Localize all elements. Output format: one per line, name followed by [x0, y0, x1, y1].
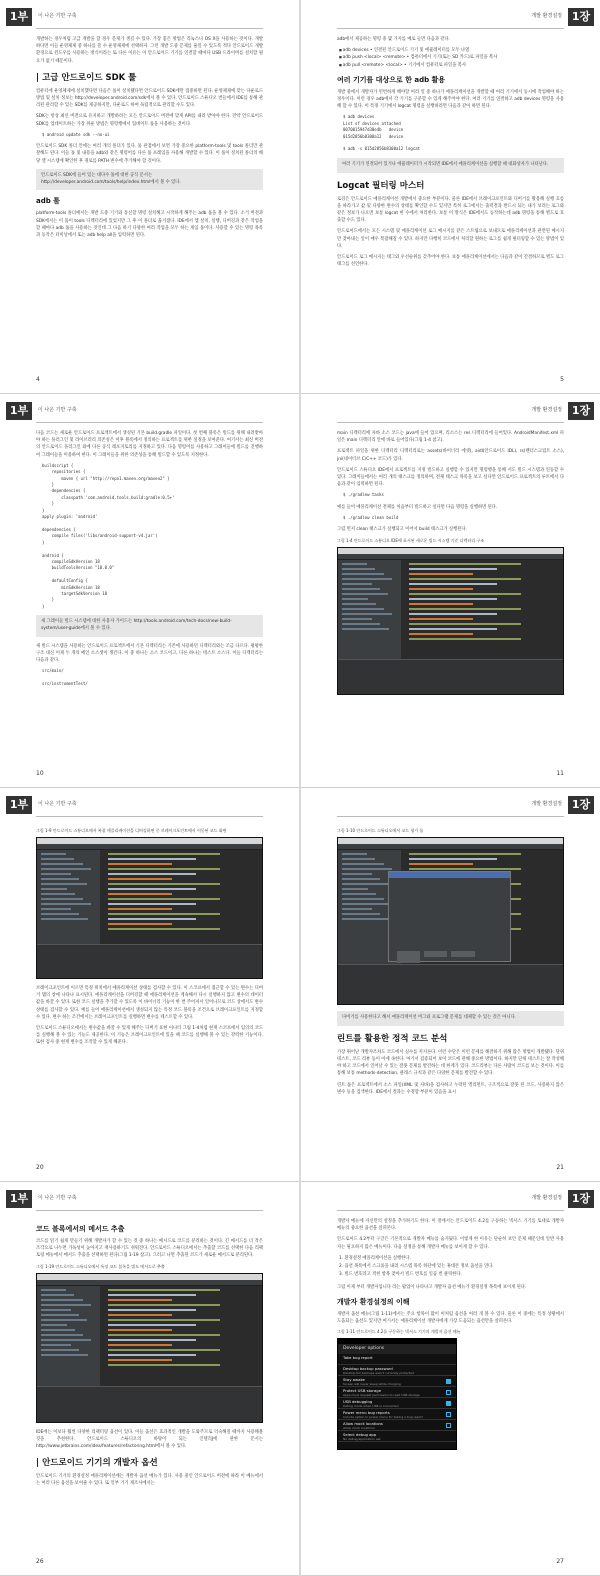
paragraph: 가장 뛰어난 개발자조차도 코드에서 실수를 저지른다. 이런 수단은 이런 문제를 해결하기 위해 많은 방법이 개발됐다. 단위 테스트, 코드 리뷰 등이 이에 속한다. 여기서 검증되어 보이 코드에 관해 중요한 방법이다. 하지만 단위 테스트는 잘 작성해야 하고 코드에서 일어날 수 있는 잘못 문제를 발견하는 데 한계가 있다. 코드리뷰는 다른 사람이 코드를 보는 것이다. 이를 통해 보통 methods-detection, 클래스 규칙과 같은 다양한 문제를 발견할 수 있다. — [337, 1049, 564, 1077]
code-block: buildscript { repositories { maven { url "http://repo1.maven.org/maven2" } } dependencies { classpath 'com.android.tools.build:gradle:0.5+' } } apply plugin: 'android' dependencies { compile files('libs/android-support-v4.jar') } android { compileSdkVersion 18 buildToolsVersion "18.0.0" defaultConfig { minSdkVersion 18 targetSdkVersion 18 } } — [42, 462, 175, 609]
settings-row — [338, 1365, 456, 1376]
settings-row — [338, 1398, 456, 1409]
debug-panel — [338, 659, 563, 694]
right-page — [301, 1182, 600, 1575]
settings-row-summary: Screen will never sleep while charging — [343, 1382, 401, 1387]
paragraph: 예를 들어 애플리케이션 전체를 처음부터 빌드하고 싶다면 다음 명령을 실행하면 된다. — [337, 504, 498, 510]
checkbox — [446, 1423, 451, 1428]
settings-row — [338, 1409, 456, 1420]
paragraph: 린트 툴은 프로젝트에서 소스 파일(XML 및 자바)을 검사하고 누락된 엘리먼트, 구조적으로 잘못 된 코드, 사용하지 않은 변수 등을 검색한다. IDE에서 결과는 수정할 부분이 있음을 표시 — [337, 1082, 564, 1095]
paragraph: 프로젝트 파일을 위한 디렉터리 디렉터리로는 assets(바이너리 에셋), aidl(안드로이드 IDL), rs(렌더스크립트 소스), jni(네이티브 C/C++ 코드)가 있다. — [337, 449, 564, 462]
code-block: $ ./gradlew tasks — [343, 492, 384, 498]
running-header: 이 나온 기반 구축 — [38, 801, 77, 807]
code-block: src/main/ src/instrumentTest/ — [42, 668, 88, 687]
page-spread — [0, 788, 600, 1182]
part-tab: 1장 — [568, 1190, 594, 1208]
code-block: $ adb devices List of devices attached 0070015947d30e4b device 015d2856b8300a12 device $ adb -s 015d2856b8300a12 logcat — [343, 114, 421, 152]
paragraph: 그럼 먼저 clean 태스크가 실행되고 이어서 build 태스크가 실행된다. — [337, 527, 467, 533]
running-header: 이 나온 기반 구축 — [38, 13, 77, 19]
header-rule — [337, 1210, 564, 1211]
settings-row-summary: Include option in power menu for taking a bug report — [343, 1415, 423, 1420]
list-item: 3. 빌드 번호라고 적힌 항목 찾아서 빌드 번호를 일곱 번 클릭한다. — [339, 1271, 462, 1277]
page-body — [337, 36, 564, 369]
settings-row — [338, 1354, 456, 1365]
part-tab: 1장 — [568, 402, 594, 420]
note-box: 새 그레이들 빌드 시스템에 대한 사용자 가이드는 http://tools.android.com/tech-docs/new-build-system/user-guide에서 볼 수 있다. — [36, 615, 263, 637]
part-tab: 1부 — [6, 8, 32, 26]
settings-row-label: Desktop backup password — [343, 1366, 393, 1372]
settings-row-summary: Debug mode when USB is connected — [343, 1404, 399, 1409]
phone-screen-title: Developer options — [338, 1344, 456, 1354]
running-header: 개발 환경설정 — [531, 407, 562, 413]
header-rule — [337, 422, 564, 423]
page-number: 10 — [36, 770, 44, 777]
list-item: 1. 환경설정 애플리케이션을 실행한다. — [339, 1255, 411, 1261]
settings-row-label: Allow mock locations — [343, 1421, 383, 1427]
header-rule — [36, 1210, 263, 1211]
paragraph: 안드로이드에서는 모든 시스템 및 애플리케이션 로그 메시지를 같은 스트림으로 보내므로 애플리케이션과 관련된 메시지만 찾아내는 일이 매우 복잡해질 수 있다. 하지만 다행히 코드에서 처리할 원하는 로그를 쉽게 필터링할 수 있는 방법이 있다. — [337, 229, 564, 249]
left-page — [0, 788, 299, 1181]
checkbox — [446, 1401, 451, 1406]
running-header: 개발 환경설정 — [531, 1195, 562, 1201]
spread-gutter — [299, 0, 301, 394]
paragraph: 안드로이드 로그 메시지는 태그와 우선순위를 갖추어야 한다. 보통 애플리케이션에서는 다음과 같이 간결하므로 별도 로그 태그를 선언한다. — [337, 255, 564, 268]
right-page — [301, 0, 600, 393]
left-page — [0, 1182, 299, 1575]
part-tab: 1부 — [6, 796, 32, 814]
settings-row-label: Protect USB storage — [343, 1388, 382, 1394]
page-number: 4 — [36, 376, 40, 383]
note-box: 다버거를 사용한다고 해서 애플리케이션 버그와 프로그램 문제를 대체할 수 있는 것은 아니다. — [337, 1011, 564, 1026]
section-heading: | 안드로이드 기기의 개발자 옵션 — [36, 1458, 158, 1469]
ide-screenshot — [36, 837, 263, 979]
header-rule — [36, 816, 263, 817]
right-page — [301, 394, 600, 787]
phone-screenshot — [337, 1338, 457, 1450]
subsection-heading: 코드 블록에서의 메서드 추출 — [36, 1225, 125, 1233]
paragraph: 다음 코드는 새로운 안드로이드 프로젝트에서 생성된 기본 build.gradle 파일이다. 첫 번째 블록은 빌드를 위해 내려받아야 하는 플러그인 및 라이브러리 의존성은 이후 블록에서 정의하는 프로젝트를 위한 설정을 보여준다. 여기서는 최신 버전의 안드로이드 플러그인 외에 다른 공식 레포지토리를 지정하고 있다. 다음 명령어를 사용하고 그레이들에 빌드를 진행하여 그레이들을 이용하여 한다. 이 그레이들을 위한 의존성을 통해 빌드할 수 있도록 지정한다. — [36, 431, 263, 458]
part-tab: 1장 — [568, 8, 594, 26]
settings-row-label: Power menu bug reports — [343, 1410, 390, 1416]
left-page — [0, 394, 299, 787]
running-header: 개발 환경설정 — [531, 801, 562, 807]
subsection-heading: 여러 기기를 대상으로 한 adb 활용 — [337, 75, 446, 84]
paragraph: 안드로이드 스튜디오에서는 변수값을 바꿀 수 있게 해주는 디버거 표현 이나티 그림 1-4처럼 현재 스코프에서 임의의 코드를 실행해 볼 수 있는 기능도 제공한다. 이 기능은 브레이크포인트에 있을 때 코드를 실행해 볼 수 있는 강력한 기능이다. 또한 검사 중 현재 변수를 조작할 수 있게 해준다. — [36, 1026, 263, 1046]
page-body — [36, 824, 263, 1157]
ide-screenshot — [36, 1273, 263, 1423]
bullet-list — [339, 47, 564, 69]
section-heading: Logcat 필터링 마스터 — [337, 180, 425, 191]
paragraph: platform-tools 폴더에서는 개발 도중 기기와 통신할 명령 설치해고 시작하게 해주는 adb 툴을 볼 수 있다. 소거 버전과 SDK에서는 이 툴이 tools 디렉터리에 있었지만 그 후 이 폴더로 옮겨졌다. IDE에서 앱 설치, 실행, 디버깅과 같은 작업을 할 때마다 adb 툴을 사용하는 것인데 그 다음 하기 다양한 여러 작업을 모두 하는 게임 툴이다. 사용할 수 있는 명령 목록과 동작은 터미널에서 또는 adb help all을 입력하면 된다. — [36, 211, 263, 239]
paragraph: SDK는 항상 최신 버전으로 유지하고 개발하려는 모든 안드로이드 버전에 맞게 API를 내려 받아야 한다. 만약 안드로이드 SDK를 업데이트하는 가장 쉬운 방법은 명령행에서 업데이트 툴을 사용하는 것이다. — [36, 114, 263, 127]
debug-panel — [37, 1386, 262, 1422]
page-number: 11 — [556, 770, 564, 777]
settings-row-summary: Desktop full backups aren't currently protected — [343, 1371, 414, 1376]
settings-row — [338, 1387, 456, 1398]
list-item: ■ adb pull <remote> <local> • 기기에서 컴퓨터로 파일을 복사 — [339, 62, 564, 69]
dialog-buttons — [397, 951, 503, 957]
page-spread — [0, 1182, 600, 1576]
paragraph: 코드를 읽기 쉽게 만들기 위해 개발자가 할 수 있는 것 중 하나는 메서드로 코드를 분리하는 것이다. 긴 메서드를 더 작은 조각으로 나누면 가독성이 높아지고 재사용하기도 쉬워진다. 안드로이드 스튜디오에서는 추출할 코드를 선택한 다음 리팩토링 메뉴에서 메서드 추출을 선택하면 된다(그림 1-19 참고). 그러고 나면 추출된 코드가 새로운 메서드로 분리된다. — [36, 1239, 263, 1259]
part-tab: 1장 — [568, 796, 594, 814]
note-box: 안드로이드 SDK에 들어 있는 대다수 툴에 대한 공식 문서는 http://developer.android.com/tools/help/index.html에서 볼 수 있다. — [36, 169, 263, 191]
running-header: 이 나온 기반 구축 — [38, 407, 77, 413]
part-tab: 1부 — [6, 402, 32, 420]
settings-row-label: Stay awake — [343, 1377, 365, 1383]
figure-caption: 그림 1-11 안드로이드 4.2를 구동하는 넥서스 기기의 개발자 옵션 메뉴 — [337, 1329, 461, 1335]
note-box: 여러 기기가 연결되어 있거나 에뮬레이터가 시작되면 IDE에서 애플리케이션을 실행할 때 대화상자가 나타난다. — [337, 158, 564, 173]
checkbox — [446, 1390, 451, 1395]
debug-panel — [37, 944, 262, 978]
settings-row-label: USB debugging — [343, 1399, 373, 1405]
page-spread — [0, 394, 600, 788]
paragraph: 개발자 옵션 메뉴(그림 1-11)에서는 주요 항목이 많이 이처럼 옵션을 여러 개 볼 수 있다. 물론 이 중에는 특정 상황에서 도움되는 옵션도 있지만 여기서는 애플리케이션 개발자에게 가장 도움되는 옵션만을 살펴본다. — [337, 1312, 564, 1325]
paragraph: 개발자 메뉴에 자신만의 설정을 추가하기도 한다. 이 절에서는 안드로이드 4.2를 구동하는 넥서스 기기를 토대로 개발자 메뉴의 중요한 옵션을 살펴본다. — [337, 1219, 564, 1232]
page-body — [36, 36, 263, 369]
page-number: 20 — [36, 1164, 44, 1171]
paragraph: 로깅은 안드로이드 애플리케이션 개발에서 중요한 부분이다. 물론 IDE에서 브레이크포인트와 디버거를 활용해 실행 흐름을 따라가고 값 및 다양한 변수의 상태를 확인할 수도 있지만 특히 로그에서는 출력결과 반드시 되는 내가 보려는 로그와 같은 정보가 나오면 보통 logcat 한 수에서 처리한다. 보통 이 방식은 IDE에서도 동작하는데 adb 명령을 통해 별도로 호출할 수도 있다. — [337, 196, 564, 224]
settings-row-label: Take bug report — [343, 1355, 373, 1361]
section-heading: | 고급 안드로이드 SDK 툴 — [36, 72, 137, 83]
page-number: 26 — [36, 1558, 44, 1565]
header-rule — [36, 28, 263, 29]
page-body — [337, 824, 564, 1157]
paragraph: IDE에는 이보다 훨씬 다양한 리팩터링 옵션이 있다. 이들 옵션은 효과적인 개발을 도와주므로 익숙해질 때까지 사용해볼 것을 추천한다. 안드로이드 스튜디오의 바탕이 되는 인텔리J에 관한 문서는 http://www.jetbrains.com/idea/features/refactoring.html에서 볼 수 있다. — [36, 1429, 263, 1450]
part-tab: 1부 — [6, 1190, 32, 1208]
ide-screenshot — [337, 547, 564, 695]
settings-row — [338, 1376, 456, 1387]
settings-row-summary: Apps must request permission to read USB storage — [343, 1393, 420, 1398]
page-number: 27 — [556, 1558, 564, 1565]
page-body — [337, 430, 564, 763]
paragraph: 안드로이드 기기의 환경설정 애플리케이션에는 개발자 옵션 메뉴가 있다. 사용 중인 안드로이드 버전에 따라 이 메뉴에서는 여러 다른 옵션을 보여줄 수 있다. 또 일부 기기 제조사에서는 — [36, 1474, 263, 1487]
spread-gutter — [299, 1182, 301, 1576]
figure-caption: 그림 1-9 안드로이드 스튜디오에서 복잡 애플리케이션을 디버깅하면 중 브레이크포인트에서 이동된 코드 화면 — [36, 828, 227, 833]
paragraph: 안드로이드 4.2부터 구글은 기본적으로 개발자 메뉴를 숨겨뒀다. 이렇게 한 이유는 단순히 보안 문제 때문인데 일반 사용자는 필요하지 않은 메뉴이다. 다음 설정을 통해 개발자 메뉴를 보이게 할 수 있다. — [337, 1237, 564, 1250]
list-item: ■ adb devices • 연결된 안드로이드 기기 및 에뮬레이터를 모두 나열 — [339, 47, 564, 54]
settings-row-label: Select debug app — [343, 1432, 377, 1438]
settings-row — [338, 1431, 456, 1442]
settings-row-summary: No debug application set — [343, 1437, 381, 1442]
paragraph: 그럼 이제 부터 개발자입니다 라는 팝업이 나타나고 개발자 옵션 메뉴가 환경설정 목록에 보이게 된다. — [337, 1284, 527, 1290]
section-heading: 린트를 활용한 정적 코드 분석 — [337, 1033, 448, 1044]
code-block: $ ./gradlew clean build — [343, 515, 399, 521]
spread-gutter — [299, 394, 301, 788]
page-body — [337, 1218, 564, 1551]
paragraph: 개발 중에서 개발자가 빈번하게 해야할 여러 일 중 하나가 애플리케이션을 개발할 때 여러 기기에서 동시에 작업해야 하는 경우이다. 이런 경우 adb에서 각 기기를 구분할 수 있게 해주어야 한다. 여러 기기를 연결하고 adb devices 명령을 사용해 할 수 있다. 이 특정 기기에서 logcat 명령을 실행하려면 다음과 같이 하면 된다. — [337, 89, 564, 110]
debug-panel — [338, 964, 563, 1004]
list-item: 2. 옵션 목록에서 스크롤을 내려 시스템 목록 하단에 있는 휴대폰 정보 옵션을 연다. — [339, 1263, 494, 1269]
figure-caption: 그림 1-4 안드로이드 스튜디오 IDE에 표시된 새로운 빌드 시스템 기준 디렉터리 구조 — [337, 537, 485, 543]
paragraph: 안드로이드 SDK 폴더 안에는 여러 개의 폴더가 있다. 툴 관점에서 보면 가장 중요한 platform-tools 및 tools 폴더만 관찰해도 된다. 이들 툴 및 내용을 adb와 같은 명령어를 다른 툴 프레임을 사용해 개발할 수 있다. 이 툴이 설치된 폴더의 해당 셸 시스템에 확인한 후 경로를 PATH 변수에 추가해야 할 것이다. — [36, 144, 263, 164]
header-rule — [337, 816, 564, 817]
figure-caption: 그림 1-19 안드로이드 스튜디오에서 특정 코드 블록을 별도 메서드로 추출 — [36, 1263, 165, 1269]
running-header: 이 나온 기반 구축 — [38, 1195, 77, 1201]
settings-row — [338, 1420, 456, 1431]
page-body — [36, 430, 263, 763]
ide-screenshot — [337, 837, 564, 1005]
settings-row-summary: Allow mock locations — [343, 1426, 375, 1431]
paragraph: main 디렉터리에 자바 소스 코드는 java에 들어 있으며, 리소스는 res 디렉터리에 들어있다. AndroidManifest.xml 파일은 main 디렉터리 안에 바로 들어있다(그림 1-4 참고). — [337, 431, 564, 444]
code-block: $ android update sdk --no-ui — [42, 131, 110, 137]
page-spread — [0, 0, 600, 394]
running-header: 개발 환경설정 — [531, 13, 562, 19]
header-rule — [36, 422, 263, 423]
list-item: ■ adb push <local> <remote> • 컴퓨터에서 기기(또는 SD 카드)로 파일을 복사 — [339, 54, 564, 61]
subsection-heading: 개발자 환경설정의 이해 — [337, 1298, 410, 1307]
numbered-list — [339, 1255, 564, 1279]
right-page — [301, 788, 600, 1181]
checkbox — [446, 1379, 451, 1384]
subsection-heading: adb 툴 — [36, 197, 60, 206]
page-body — [36, 1218, 263, 1551]
header-rule — [337, 28, 564, 29]
paragraph: 컴퓨터에 운영체제에 설치했다면 다음은 툴이 설치됐다면 안드로이드 SDK에만 집중하면 된다. 운영체제에 맞는 다운로드 방법 및 설치 정보는 http://developer.android.com/sdk에서 볼 수 있다. 안드로이드 스튜디오 번들에서 IDE를 통해 관리된 관리할 수 있는 SDK를 제공하지만, 다운로드 하여 독립적으로 관리할 수도 있다. — [36, 88, 263, 109]
paragraph: adb에서 제공하는 명령 중 몇 가지를 예로 들면 다음과 같다. — [337, 37, 451, 42]
page-number: 21 — [556, 1164, 564, 1171]
evaluate-dialog — [388, 871, 512, 962]
page-number: 5 — [560, 376, 564, 383]
paragraph: 새 빌드 시스템을 사용하는 안드로이드 프로젝트에서 기본 디렉터리는 기존에 사용하던 디렉터리와는 조금 다르다. 평평한 구조 대신 이제 두 개의 메인 소스셋이 생긴다. 이 중 하나는 소스 코드이고, 다른 하나는 테스트 소스다. 이들 디렉터리는 다음과 같다. — [36, 643, 263, 664]
paragraph: 개발하는 경우처럼 고급 개발을 할 경우 문제가 생길 수 있다. 가장 좋은 방법은 리눅스나 OS X을 사용하는 것이다. 개발하다면 이들 운영체제 중 하나를 쓸 수 운영체제에 선택하자. 그런 개발 도중 문제를 줄일 수 있도록 적다 안드로이드 개발 환경으로 윈도우를 사용하는 방식이라는 또 다른 이유는 이 안드로이드 기기를 연결할 때마다 USB 드라이버를 설치할 필요가 없기 때문이다. — [36, 37, 263, 64]
spread-gutter — [299, 788, 301, 1182]
paragraph: 브레이크포인트에 이르면 특정 위치에서 애플리케이션 상태를 검사할 수 있다. 이 스코프에서 접근할 수 있는 변수는 디버거 탭의 창에 나타나 표시된다. 애플리케이션을 디버깅할 때 애플리케이션을 계속해서 다시 실행하지 않고 변수의 데이터값을 바꿀 수 있다. 또한 코드 실행을 추가할 수 있도록 이 바이너리 기능이 한 번 주어져서 일어나므로 코드 상에서도 변수 상태를 검사할 수 있다. 예를 들어 애플리케이션에서 생성되지 않는 특정 코드 블록을 조건으로 브레이크포인트를 지정할 수 있다. 변수 하는 조건에서는 브레이크포인트를 실행하면 변수를 테스트할 수 있다. — [36, 986, 263, 1020]
dialog-titlebar — [389, 872, 511, 878]
checkbox — [446, 1412, 451, 1417]
left-page — [0, 0, 299, 393]
paragraph: 안드로이드 스튜디오 IDE에서 프로젝트를 지정 빌드하고 실행할 수 있지만 명령행을 통해 서도 빌드 시스템과 연동할 수 있다. 그레이들에서는 여러 개의 태스크를 정의하며, 전체 태스크 목록을 보고 싶다면 안드로이드 프로젝트의 루트에서 다음과 같이 입력하면 된다. — [337, 467, 564, 488]
figure-caption: 그림 1-10 안드로이드 스튜디오에서 코드 평가 툴 — [337, 828, 424, 833]
